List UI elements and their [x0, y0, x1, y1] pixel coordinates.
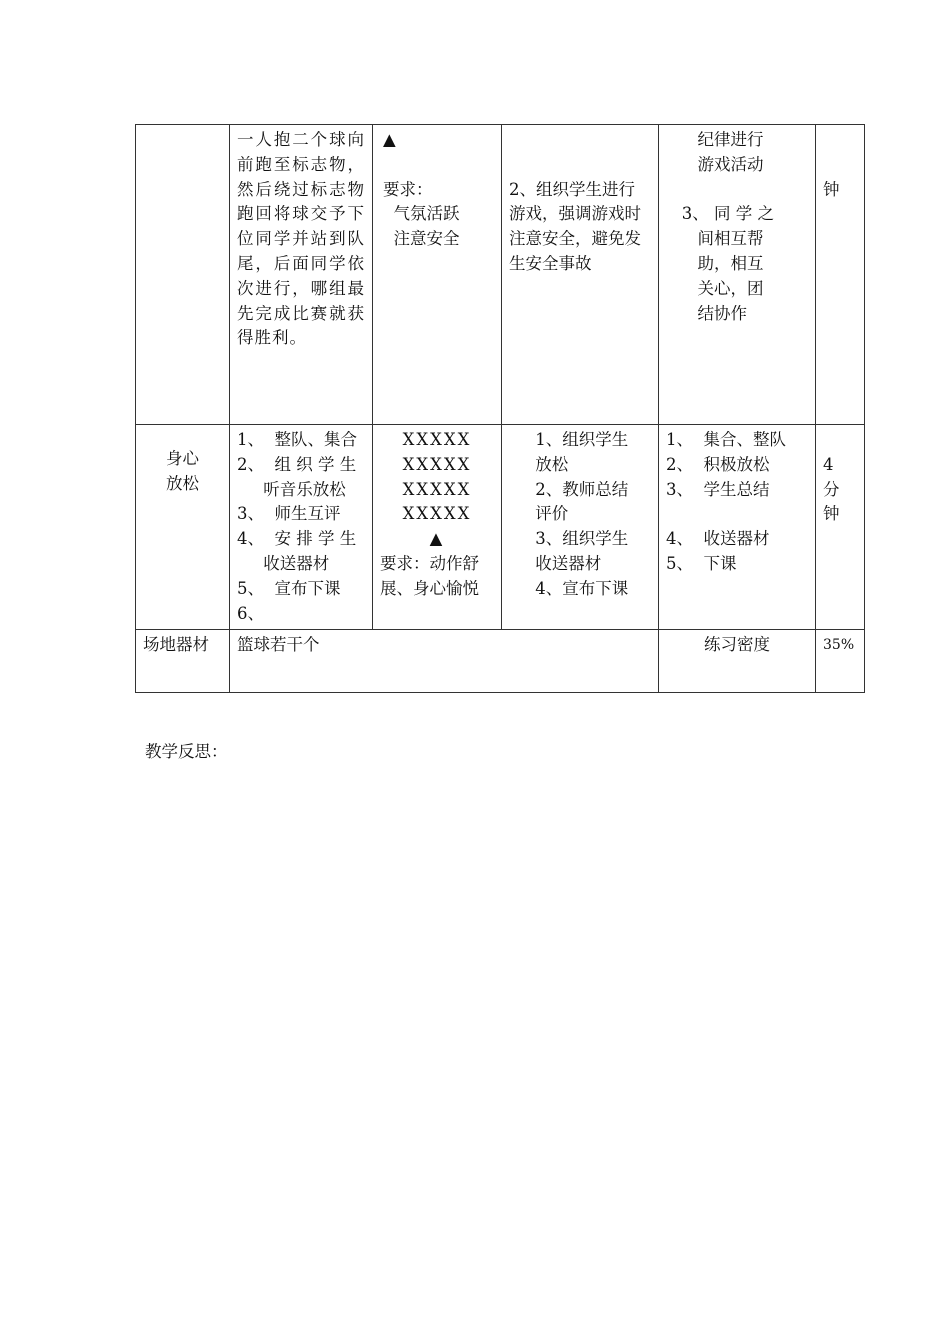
density-value: 35% [816, 630, 865, 693]
equipment-value: 篮球若干个 [230, 630, 659, 693]
table-row-equipment [136, 630, 865, 693]
game-time-cell: 钟 [816, 125, 865, 425]
formation-requirement: 要求：动作舒展、身心愉悦 [380, 553, 479, 598]
relax-student-cell: 1、 集合、整队 2、 积极放松 3、 学生总结 4、 收送器材 5、 下课 [659, 425, 816, 630]
table-row-relax [136, 425, 865, 630]
relax-content-cell: 1、 整队、集合 2、 组 织 学 生 听音乐放松 3、 师生互评 4、 安 排 学 生 收送器材 5、 宣布下课 6、 [230, 425, 373, 630]
game-content-cell: 一人抱二个球向前跑至标志物，然后绕过标志物跑回将球交予下位同学并站到队尾，后面同学依次进行，哪组最先完成比赛就获得胜利。 [230, 125, 373, 425]
formation-diagram: XXXXX XXXXX XXXXX XXXXX ▲ [402, 430, 472, 549]
relax-time-cell: 4 分 钟 [816, 425, 865, 630]
section-title-relax: 身心 放松 [136, 425, 230, 630]
relax-formation-cell [373, 425, 502, 630]
table-row-game [136, 125, 865, 425]
relax-teacher-cell: 1、组织学生 放松 2、教师总结 评价 3、组织学生 收送器材 4、宣布下课 [502, 425, 659, 630]
game-formation-cell: ▲ 要求： 气氛活跃 注意安全 [373, 125, 502, 425]
section-cell-empty [136, 125, 230, 425]
equipment-label: 场地器材 [136, 630, 230, 693]
teaching-reflection-label: 教学反思： [145, 742, 228, 761]
lesson-plan-table [135, 124, 865, 693]
game-student-cell: 纪律进行 游戏活动 3、 同 学 之 间相互帮 助，相互 关心，团 结协作 [659, 125, 816, 425]
density-label: 练习密度 [659, 630, 816, 693]
game-teacher-cell: 2、组织学生进行游戏，强调游戏时注意安全，避免发生安全事故 [502, 125, 659, 425]
